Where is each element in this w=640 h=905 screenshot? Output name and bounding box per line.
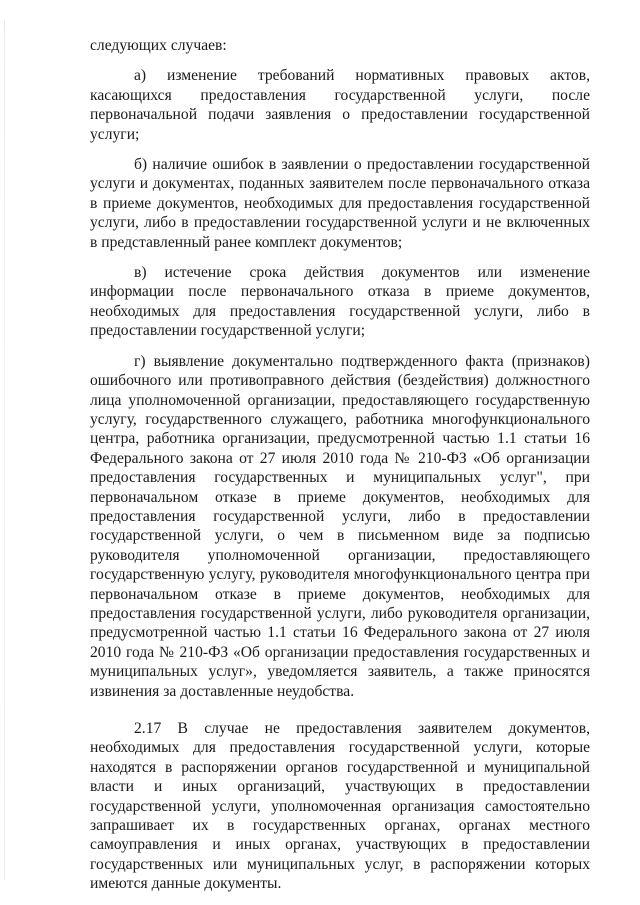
scan-edge-shadow <box>4 20 5 880</box>
paragraph-item-v: в) истечение срока действия документов или изменение информации после первоначального отказа в приеме документов, необходимых для предоставления государственной услуги, либо в предоставлении государственной услуги; <box>90 264 590 340</box>
paragraph-item-b: б) наличие ошибок в заявлении о предоставлении государственной услуги и документах, поданных заявителем после первоначального отказа в приеме документов, необходимых для предоставления государственной услуги, либо в предоставлении государственной услуги и не включенных в представленный ранее комплект документов; <box>90 156 590 251</box>
paragraph-clause-2-17: 2.17 В случае не предоставления заявителем документов, необходимых для предоставления государственной услуги, которые находятся в распоряжении органов государственной и муниципальной власти и иных организаций, участвующих в предоставлении государственной услуги, уполномоченная организация самостоятельно запрашивает их в государственных органах, органах местного самоуправления и иных органах, участвующих в предоставлении государственных или муниципальных услуг, в распоряжении которых имеются данные документы. <box>90 720 590 893</box>
document-body <box>90 36 590 894</box>
paragraph-intro: следующих случаев: <box>90 37 227 54</box>
paragraph-item-a: а) изменение требований нормативных правовых актов, касающихся предоставления государственной услуги, после первоначальной подачи заявления о предоставлении государственной услуги; <box>90 67 590 143</box>
paragraph-item-g: г) выявление документально подтвержденного факта (признаков) ошибочного или противоправного действия (бездействия) должностного лица уполномоченной организации, предоставляющего государственную услугу, государственного служащего, работника многофункционального центра, работника организации, предусмотренной частью 1.1 статьи 16 Федерального закона от 27 июля 2010 года № 210-ФЗ «Об организации предоставления государственных и муниципальных услуг", при первоначальном отказе в приеме документов, необходимых для предоставления государственной услуги, либо в предоставлении государственной услуги, о чем в письменном виде за подписью руководителя уполномоченной организации, предоставляющего государственную услугу, руководителя многофункционального центра при первоначальном отказе в приеме документов, необходимых для предоставления государственной услуги, либо руководителя организации, предусмотренной частью 1.1 статьи 16 Федерального закона от 27 июля 2010 года № 210-ФЗ «Об организации предоставления государственных и муниципальных услуг», уведомляется заявитель, а также приносятся извинения за доставленные неудобства. <box>90 352 590 700</box>
